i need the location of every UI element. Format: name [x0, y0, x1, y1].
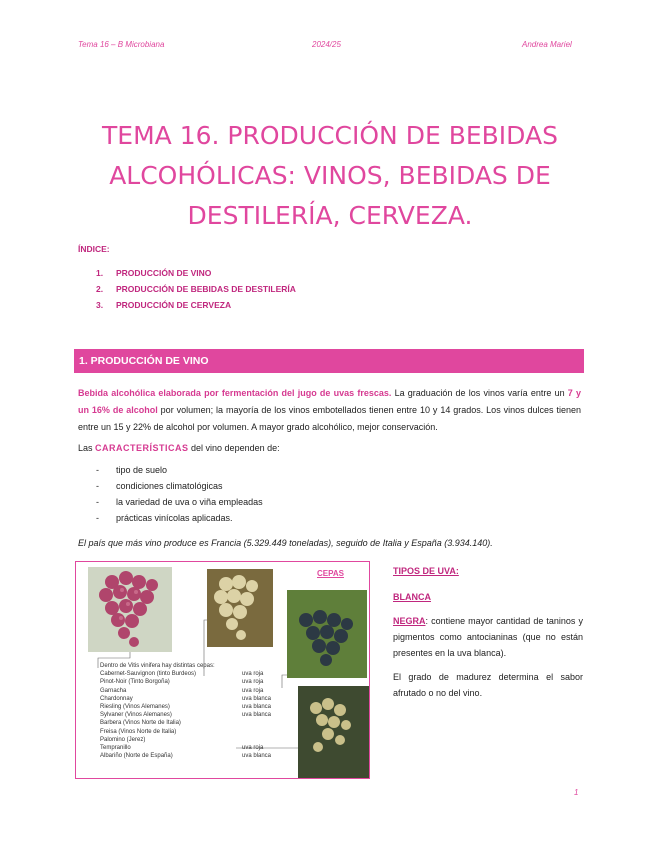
variety-row: [100, 728, 300, 736]
list-text: condiciones climatológicas: [116, 481, 223, 491]
variety-row: [100, 719, 300, 727]
index-num: 3.: [96, 300, 104, 310]
index-item[interactable]: [96, 300, 296, 316]
variety-name: Riesling (Vinos Alemanes): [100, 703, 170, 710]
variety-color: uva roja: [242, 671, 264, 678]
index-label: ÍNDICE:: [78, 244, 110, 254]
production-note: El país que más vino produce es Francia (5.329.449 toneladas), seguido de Italia y España (3.934.140).: [78, 538, 493, 548]
variety-row: [100, 687, 300, 695]
index-text: PRODUCCIÓN DE VINO: [116, 268, 212, 278]
index-text: PRODUCCIÓN DE BEBIDAS DE DESTILERÍA: [116, 284, 296, 294]
variety-color: uva blanca: [242, 703, 272, 710]
variety-row: [100, 736, 300, 744]
variety-color: uva roja: [242, 744, 264, 751]
variety-row: [100, 711, 300, 719]
variety-name: Albariño (Norte de España): [100, 753, 173, 760]
variety-row: [100, 678, 300, 686]
varieties-heading: Dentro de Vitis vinifera hay distintas cepas:: [100, 663, 215, 669]
page-number: 1: [574, 788, 579, 797]
index-item[interactable]: [96, 284, 296, 300]
variety-name: Pinot-Noir (Tinto Borgoña): [100, 679, 170, 686]
list-item: - la variedad de uva o viña empleadas: [96, 497, 263, 507]
varieties-list: [100, 662, 300, 760]
list-item: - condiciones climatológicas: [96, 481, 223, 491]
variety-name: Freisa (Vinos Norte de Italia): [100, 728, 177, 735]
characteristics-list: [96, 465, 263, 529]
page-title: TEMA 16. PRODUCCIÓN DE BEBIDAS ALCOHÓLICAS: VINOS, BEBIDAS DE DESTILERÍA, CERVEZA.: [102, 121, 558, 230]
intro-paragraph: [78, 385, 581, 436]
text: por volumen; la mayoría de los vinos embotellados tienen entre 10 y 14 grados. Los vinos dulces tienen entre un 15 y 22% de alcohol por volumen. A mayor grado alcohólico, mejor conservación.: [78, 405, 581, 432]
variety-row: [100, 703, 300, 711]
variety-name: Palomino (Jerez): [100, 736, 146, 743]
variety-color: uva blanca: [242, 753, 272, 760]
variety-color: uva roja: [242, 679, 264, 686]
list-item: - tipo de suelo: [96, 465, 168, 475]
variety-name: Cabernet-Sauvignon (tinto Burdeos): [100, 671, 197, 678]
characteristics-intro: [78, 443, 280, 453]
grape-types-column: [393, 563, 583, 701]
grape-types-heading: TIPOS DE UVA:: [393, 566, 459, 576]
list-text: la variedad de uva o viña empleadas: [116, 497, 263, 507]
variety-name: Tempranillo: [100, 744, 131, 751]
highlight: Bebida alcohólica elaborada por fermentación del jugo de uvas frescas.: [78, 388, 392, 398]
text: del vino dependen de:: [188, 443, 280, 453]
list-text: prácticas vinícolas aplicadas.: [116, 513, 233, 523]
index-list: [96, 268, 296, 316]
variety-row: [100, 744, 300, 752]
text: Las: [78, 443, 96, 453]
variety-name: Sylvaner (Vinos Alemanes): [100, 712, 172, 719]
list-item: - prácticas vinícolas aplicadas.: [96, 513, 233, 523]
maturity-paragraph: El grado de madurez determina el sabor afrutado o no del vino.: [393, 672, 583, 698]
variety-row: [100, 752, 300, 760]
highlight: CARACTERÍSTICAS: [95, 443, 189, 453]
variety-color: uva roja: [242, 687, 264, 694]
variety-row: [100, 695, 300, 703]
index-num: 1.: [96, 268, 104, 278]
grape-figure: [75, 561, 370, 779]
variety-name: Barbera (Vinos Norte de Italia): [100, 720, 181, 727]
negra-text: : contiene mayor cantidad de taninos y pigmentos como antocianinas (que no están presentes en la uva blanca).: [393, 616, 583, 658]
list-text: tipo de suelo: [116, 465, 168, 475]
cepas-label: CEPAS: [317, 569, 344, 578]
variety-name: Garnacha: [100, 687, 127, 694]
highlight: 7 y un 16% de alcohol: [78, 388, 582, 415]
variety-color: uva blanca: [242, 712, 272, 719]
index-item[interactable]: [96, 268, 296, 284]
negra-paragraph: [393, 613, 583, 661]
header-left: Tema 16 – B Microbiana: [78, 40, 165, 49]
variety-color: uva blanca: [242, 695, 272, 702]
variety-name: Chardonnay: [100, 695, 133, 702]
variety-row: [100, 670, 300, 678]
index-num: 2.: [96, 284, 104, 294]
blanca-label: BLANCA: [393, 592, 431, 602]
negra-label: NEGRA: [393, 616, 426, 626]
header-right: Andrea Mariel: [522, 40, 572, 49]
header-center: 2024/25: [312, 40, 341, 49]
section-heading: 1. PRODUCCIÓN DE VINO: [74, 349, 584, 373]
index-text: PRODUCCIÓN DE CERVEZA: [116, 300, 232, 310]
text: La graduación de los vinos varía entre un: [391, 388, 568, 398]
